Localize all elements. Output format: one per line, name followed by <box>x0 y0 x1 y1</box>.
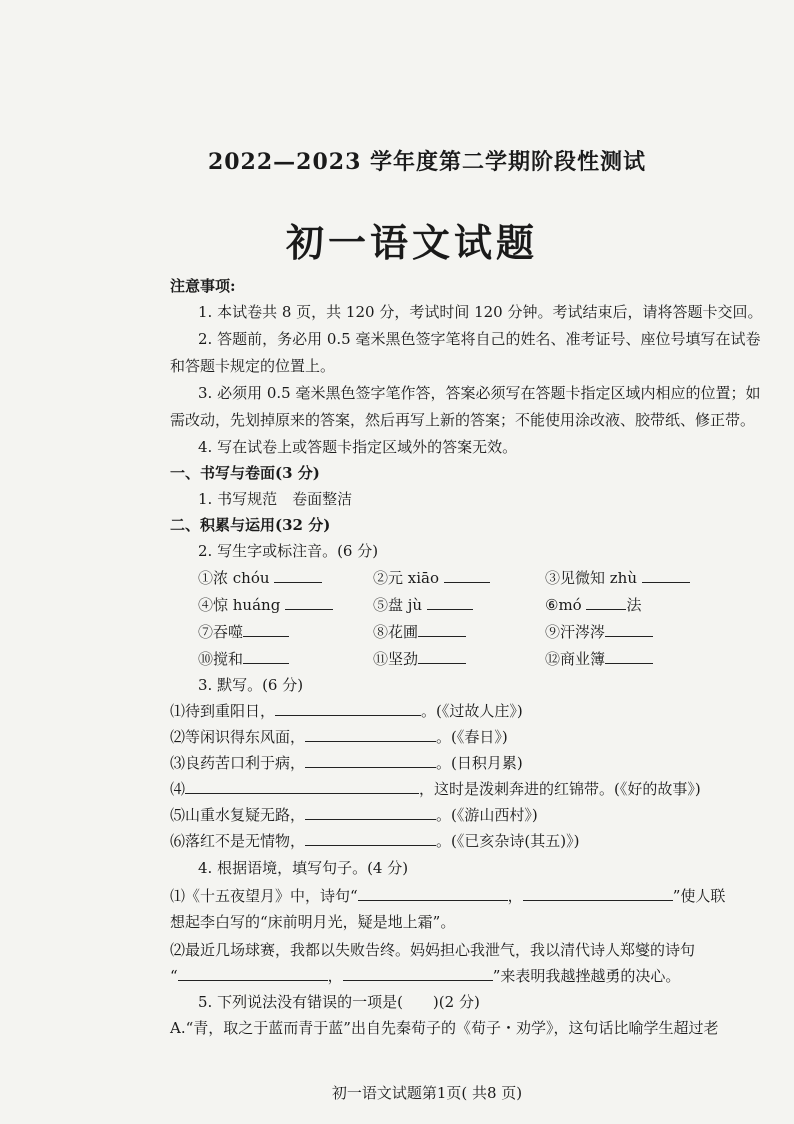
answer-blank[interactable] <box>243 649 289 664</box>
answer-blank[interactable] <box>642 568 690 583</box>
q5-option-a: A.“青，取之于蓝而青于蓝”出自先秦荀子的《荀子・劝学》，这句话比喻学生超过老 <box>170 1019 719 1037</box>
answer-blank[interactable] <box>285 595 333 610</box>
q3-item-1: ⑴待到重阳日， 。(《过故人庄》) <box>170 702 523 720</box>
answer-blank[interactable] <box>586 595 626 610</box>
exam-subject-title: 初一语文试题 <box>285 220 538 265</box>
note-3b: 需改动，先划掉原来的答案，然后再写上新的答案；不能使用涂改液、胶带纸、修正带。 <box>170 411 756 429</box>
answer-blank[interactable] <box>305 727 436 742</box>
note-2b: 和答题卡规定的位置上。 <box>170 357 336 375</box>
answer-blank[interactable] <box>243 622 289 637</box>
q2-item-10: ⑩搅和 <box>198 648 289 669</box>
answer-blank[interactable] <box>305 753 436 768</box>
q4-1-line-b: 想起李白写的“床前明月光，疑是地上霜”。 <box>170 913 456 931</box>
q3-item-6: ⑹落红不是无情物， 。(《已亥杂诗(其五)》) <box>170 832 580 850</box>
q3-item-2: ⑵等闲识得东风面， 。(《春日》) <box>170 728 508 746</box>
q2-item-12: ⑫商业簿 <box>545 648 653 669</box>
answer-blank[interactable] <box>343 966 493 981</box>
q5-title: 5. 下列说法没有错误的一项是( )(2 分) <box>198 993 480 1011</box>
page-footer: 初一语文试题第1页( 共8 页) <box>331 1084 523 1102</box>
q4-title: 4. 根据语境，填写句子。(4 分) <box>198 859 409 877</box>
answer-blank[interactable] <box>185 779 419 794</box>
q4-1-line-a: ⑴《十五夜望月》中，诗句“ ， ”使人联 <box>170 887 726 905</box>
q2-title: 2. 写生字或标注音。(6 分) <box>198 542 379 560</box>
q2-item-1: ①浓 chóu <box>198 567 322 588</box>
answer-blank[interactable] <box>178 966 328 981</box>
q2-item-3: ③见微知 zhù <box>545 567 690 588</box>
q4-2-line-a: ⑵最近几场球赛，我都以失败告终。妈妈担心我泄气，我以清代诗人郑燮的诗句 <box>170 941 696 959</box>
q3-title: 3. 默写。(6 分) <box>198 676 304 694</box>
q2-item-5: ⑤盘 jù <box>373 594 473 615</box>
answer-blank[interactable] <box>418 649 466 664</box>
q2-item-9: ⑨汗涔涔 <box>545 621 653 642</box>
answer-blank[interactable] <box>605 649 653 664</box>
answer-blank[interactable] <box>305 805 436 820</box>
exam-year-title: 2022—2023 学年度第二学期阶段性测试 <box>207 149 647 175</box>
answer-blank[interactable] <box>418 622 466 637</box>
answer-blank[interactable] <box>274 568 322 583</box>
answer-blank[interactable] <box>605 622 653 637</box>
q2-item-7: ⑦吞噬 <box>198 621 289 642</box>
answer-blank[interactable] <box>427 595 473 610</box>
q4-2-line-b: “ ， ”来表明我越挫越勇的决心。 <box>170 967 681 985</box>
answer-blank[interactable] <box>523 886 673 901</box>
section2-heading: 二、积累与运用(32 分) <box>170 516 331 534</box>
answer-blank[interactable] <box>444 568 490 583</box>
answer-blank[interactable] <box>275 701 421 716</box>
answer-blank[interactable] <box>305 831 436 846</box>
note-1: 1. 本试卷共 8 页，共 120 分，考试时间 120 分钟。考试结束后，请将答题卡交回。 <box>198 303 763 321</box>
q2-item-2: ②元 xiāo <box>373 567 490 588</box>
note-3a: 3. 必须用 0.5 毫米黑色签字笔作答，答案必须写在答题卡指定区域内相应的位置；如 <box>198 384 761 402</box>
answer-blank[interactable] <box>358 886 508 901</box>
q2-item-8: ⑧花圃 <box>373 621 466 642</box>
note-2a: 2. 答题前，务必用 0.5 毫米黑色签字笔将自己的姓名、准考证号、座位号填写在试卷 <box>198 330 761 348</box>
q2-item-6: ⑥mó 法 <box>545 596 642 614</box>
section1-item: 1. 书写规范 卷面整洁 <box>198 490 353 508</box>
q2-item-4: ④惊 huáng <box>198 594 333 615</box>
notes-heading: 注意事项: <box>170 277 236 295</box>
q2-item-11: ⑪坚劲 <box>373 648 466 669</box>
q3-item-4: ⑷ ，这时是泼刺奔进的红锦带。(《好的故事》) <box>170 780 701 798</box>
q3-item-3: ⑶良药苦口利于病， 。(日积月累) <box>170 754 523 772</box>
section1-heading: 一、书写与卷面(3 分) <box>170 464 320 482</box>
note-4: 4. 写在试卷上或答题卡指定区域外的答案无效。 <box>198 438 518 456</box>
q3-item-5: ⑸山重水复疑无路， 。(《游山西村》) <box>170 806 538 824</box>
